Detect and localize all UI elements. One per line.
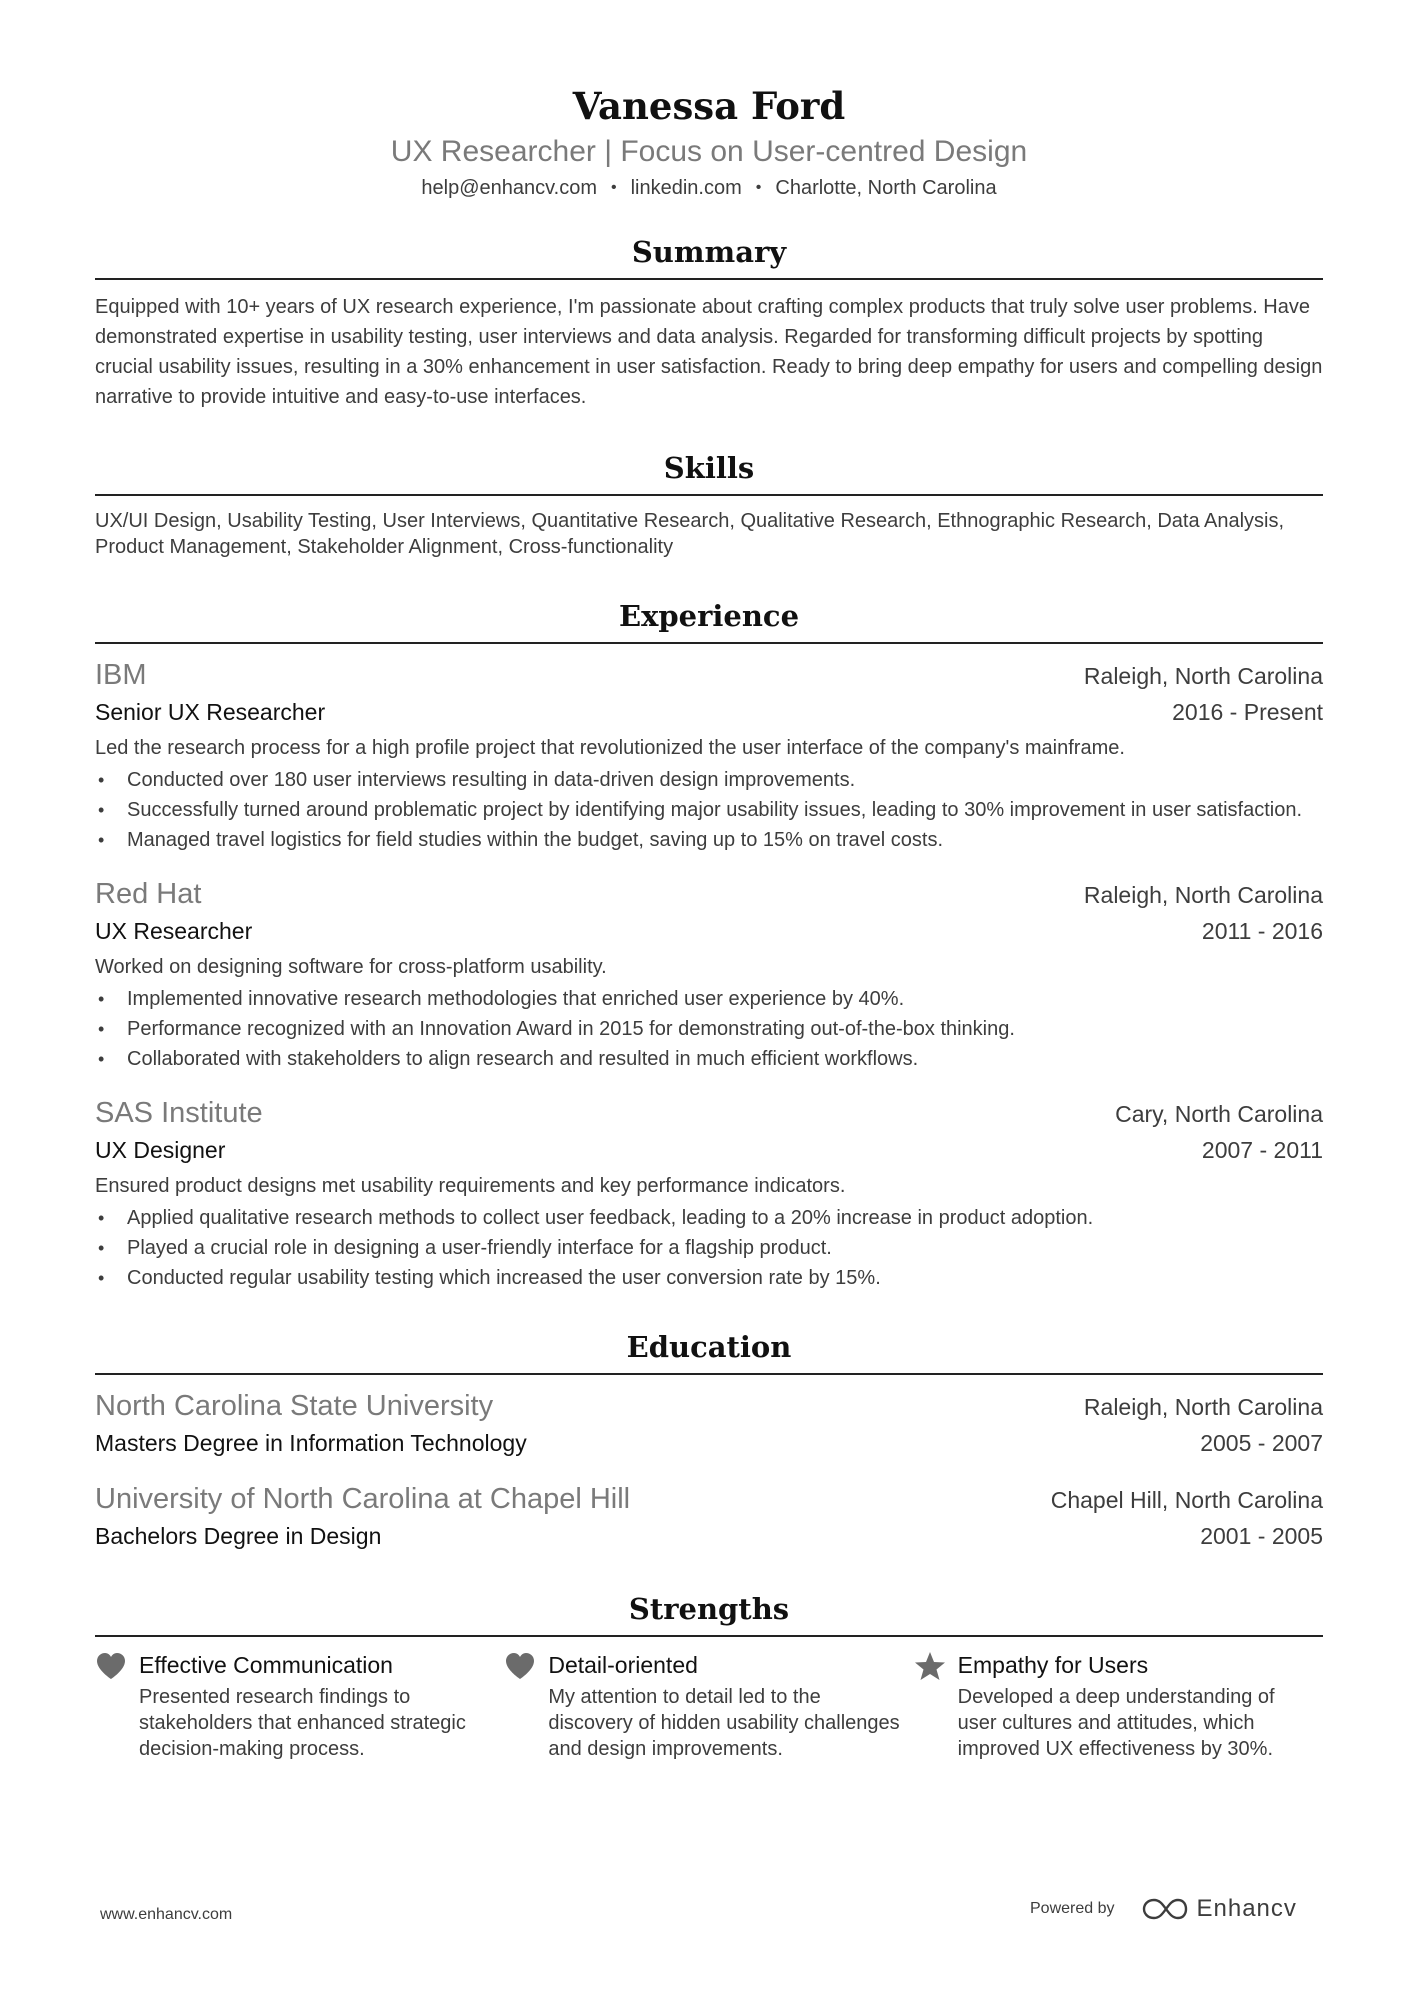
- experience-header-row: [95, 656, 1323, 695]
- company-name: Red Hat: [95, 878, 202, 910]
- linkedin-link[interactable]: linkedin.com: [630, 177, 742, 199]
- summary-section: [95, 232, 1323, 412]
- strength-body: [139, 1649, 504, 1762]
- school-location: Raleigh, North Carolina: [1083, 1394, 1323, 1420]
- contact-separator: •: [755, 179, 762, 196]
- resume-page: [95, 0, 1323, 1762]
- school-location: Chapel Hill, North Carolina: [1050, 1487, 1323, 1513]
- job-title: UX Designer: [95, 1137, 226, 1163]
- brand-name: Enhancv: [1196, 1895, 1297, 1922]
- skills-text: UX/UI Design, Usability Testing, User Interviews, Quantitative Research, Qualitative Research, Ethnographic Research, Data Analysis, Product Management, Stakeholder Alignment, Cross-functionality: [95, 510, 1285, 558]
- strength-title: Effective Communication: [139, 1652, 393, 1678]
- achievement-item: • Performance recognized with an Innovation Award in 2015 for demonstrating out-of-the-box thinking.: [95, 1014, 1323, 1044]
- heart-icon: [95, 1651, 127, 1681]
- company-name: SAS Institute: [95, 1097, 263, 1129]
- strength-title: Detail-oriented: [548, 1652, 698, 1678]
- degree-name: Masters Degree in Information Technology: [95, 1430, 527, 1456]
- achievement-list: [95, 984, 1323, 1074]
- summary-title: Summary: [95, 232, 1323, 280]
- experience-role-row: [95, 1133, 1323, 1167]
- achievement-item: • Managed travel logistics for field studies within the budget, saving up to 15% on travel costs.: [95, 825, 1323, 855]
- candidate-headline: UX Researcher | Focus on User-centred Design: [390, 135, 1028, 168]
- experience-section: [95, 596, 1323, 1293]
- strengths-section: [95, 1589, 1323, 1762]
- education-entry: [95, 1387, 1323, 1460]
- job-description: Worked on designing software for cross-platform usability.: [95, 956, 607, 978]
- education-section: [95, 1327, 1323, 1553]
- summary-text: Equipped with 10+ years of UX research experience, I'm passionate about crafting complex products that truly solve user problems. Have demonstrated expertise in usability testing, user interviews and data analysis. Regarded for transforming difficult projects by spotting crucial usability issues, resulting in a 30% enhancement in user satisfaction. Ready to bring deep empathy for users and compelling design narrative to provide intuitive and easy-to-use interfaces.: [95, 296, 1323, 408]
- footer-branding: [1030, 1895, 1297, 1923]
- skills-title: Skills: [95, 448, 1323, 496]
- job-dates: 2011 - 2016: [1201, 918, 1323, 944]
- candidate-location: Charlotte, North Carolina: [775, 177, 997, 199]
- achievement-list: [95, 1203, 1323, 1293]
- experience-entry: [95, 1094, 1323, 1293]
- job-location: Raleigh, North Carolina: [1083, 663, 1323, 689]
- job-dates: 2007 - 2011: [1201, 1137, 1323, 1163]
- job-location: Raleigh, North Carolina: [1083, 882, 1323, 908]
- education-header-row: [95, 1480, 1323, 1519]
- achievement-list: [95, 765, 1323, 855]
- footer-website[interactable]: www.enhancv.com: [100, 1906, 233, 1923]
- experience-role-row: [95, 695, 1323, 729]
- education-entry: [95, 1480, 1323, 1553]
- candidate-name: Vanessa Ford: [572, 84, 846, 128]
- education-header-row: [95, 1387, 1323, 1426]
- experience-header-row: [95, 1094, 1323, 1133]
- strength-item: [914, 1649, 1323, 1762]
- powered-by-label: Powered by: [1030, 1900, 1115, 1917]
- education-dates: 2005 - 2007: [1200, 1430, 1323, 1456]
- achievement-item: • Applied qualitative research methods to collect user feedback, leading to a 20% increase in product adoption.: [95, 1203, 1323, 1233]
- star-icon: [914, 1651, 946, 1681]
- strength-item: [504, 1649, 913, 1762]
- experience-header-row: [95, 875, 1323, 914]
- strength-description: Developed a deep understanding of user cultures and attitudes, which improved UX effectiveness by 30%.: [957, 1686, 1275, 1760]
- experience-title: Experience: [95, 596, 1323, 644]
- job-title: Senior UX Researcher: [95, 699, 326, 725]
- achievement-item: • Implemented innovative research methodologies that enriched user experience by 40%.: [95, 984, 1323, 1014]
- degree-name: Bachelors Degree in Design: [95, 1523, 382, 1549]
- skills-section: [95, 448, 1323, 560]
- job-description: Led the research process for a high profile project that revolutionized the user interface of the company's mainframe.: [95, 737, 1125, 759]
- job-location: Cary, North Carolina: [1115, 1101, 1323, 1127]
- education-degree-row: [95, 1519, 1323, 1553]
- experience-role-row: [95, 914, 1323, 948]
- resume-header: [95, 0, 1323, 202]
- company-name: IBM: [95, 659, 147, 691]
- email-link[interactable]: help@enhancv.com: [421, 177, 597, 199]
- education-list: [95, 1387, 1323, 1553]
- education-title: Education: [95, 1327, 1323, 1375]
- experience-entry: [95, 875, 1323, 1074]
- enhancv-logo-icon: [1141, 1896, 1189, 1922]
- achievement-item: • Collaborated with stakeholders to align research and resulted in much efficient workflows.: [95, 1044, 1323, 1074]
- strength-item: [95, 1649, 504, 1762]
- school-name: North Carolina State University: [95, 1390, 494, 1422]
- education-dates: 2001 - 2005: [1200, 1523, 1323, 1549]
- strengths-list: [95, 1649, 1323, 1762]
- experience-entry: [95, 656, 1323, 855]
- strength-title: Empathy for Users: [957, 1652, 1149, 1678]
- strength-description: Presented research findings to stakeholders that enhanced strategic decision-making process.: [139, 1686, 466, 1760]
- strength-description: My attention to detail led to the discovery of hidden usability challenges and design improvements.: [548, 1686, 900, 1760]
- job-dates: 2016 - Present: [1172, 699, 1323, 725]
- strengths-title: Strengths: [95, 1589, 1323, 1637]
- achievement-item: • Successfully turned around problematic project by identifying major usability issues, leading to 30% improvement in user satisfaction.: [95, 795, 1323, 825]
- heart-icon: [504, 1651, 536, 1681]
- achievement-item: • Conducted regular usability testing which increased the user conversion rate by 15%.: [95, 1263, 1323, 1293]
- school-name: University of North Carolina at Chapel Hill: [95, 1483, 631, 1515]
- contact-line: [95, 174, 1323, 202]
- experience-list: [95, 656, 1323, 1293]
- job-title: UX Researcher: [95, 918, 253, 944]
- strength-body: [958, 1649, 1323, 1762]
- education-degree-row: [95, 1426, 1323, 1460]
- contact-separator: •: [610, 179, 617, 196]
- job-description: Ensured product designs met usability requirements and key performance indicators.: [95, 1175, 846, 1197]
- strength-body: [548, 1649, 913, 1762]
- achievement-item: • Conducted over 180 user interviews resulting in data-driven design improvements.: [95, 765, 1323, 795]
- achievement-item: • Played a crucial role in designing a user-friendly interface for a flagship product.: [95, 1233, 1323, 1263]
